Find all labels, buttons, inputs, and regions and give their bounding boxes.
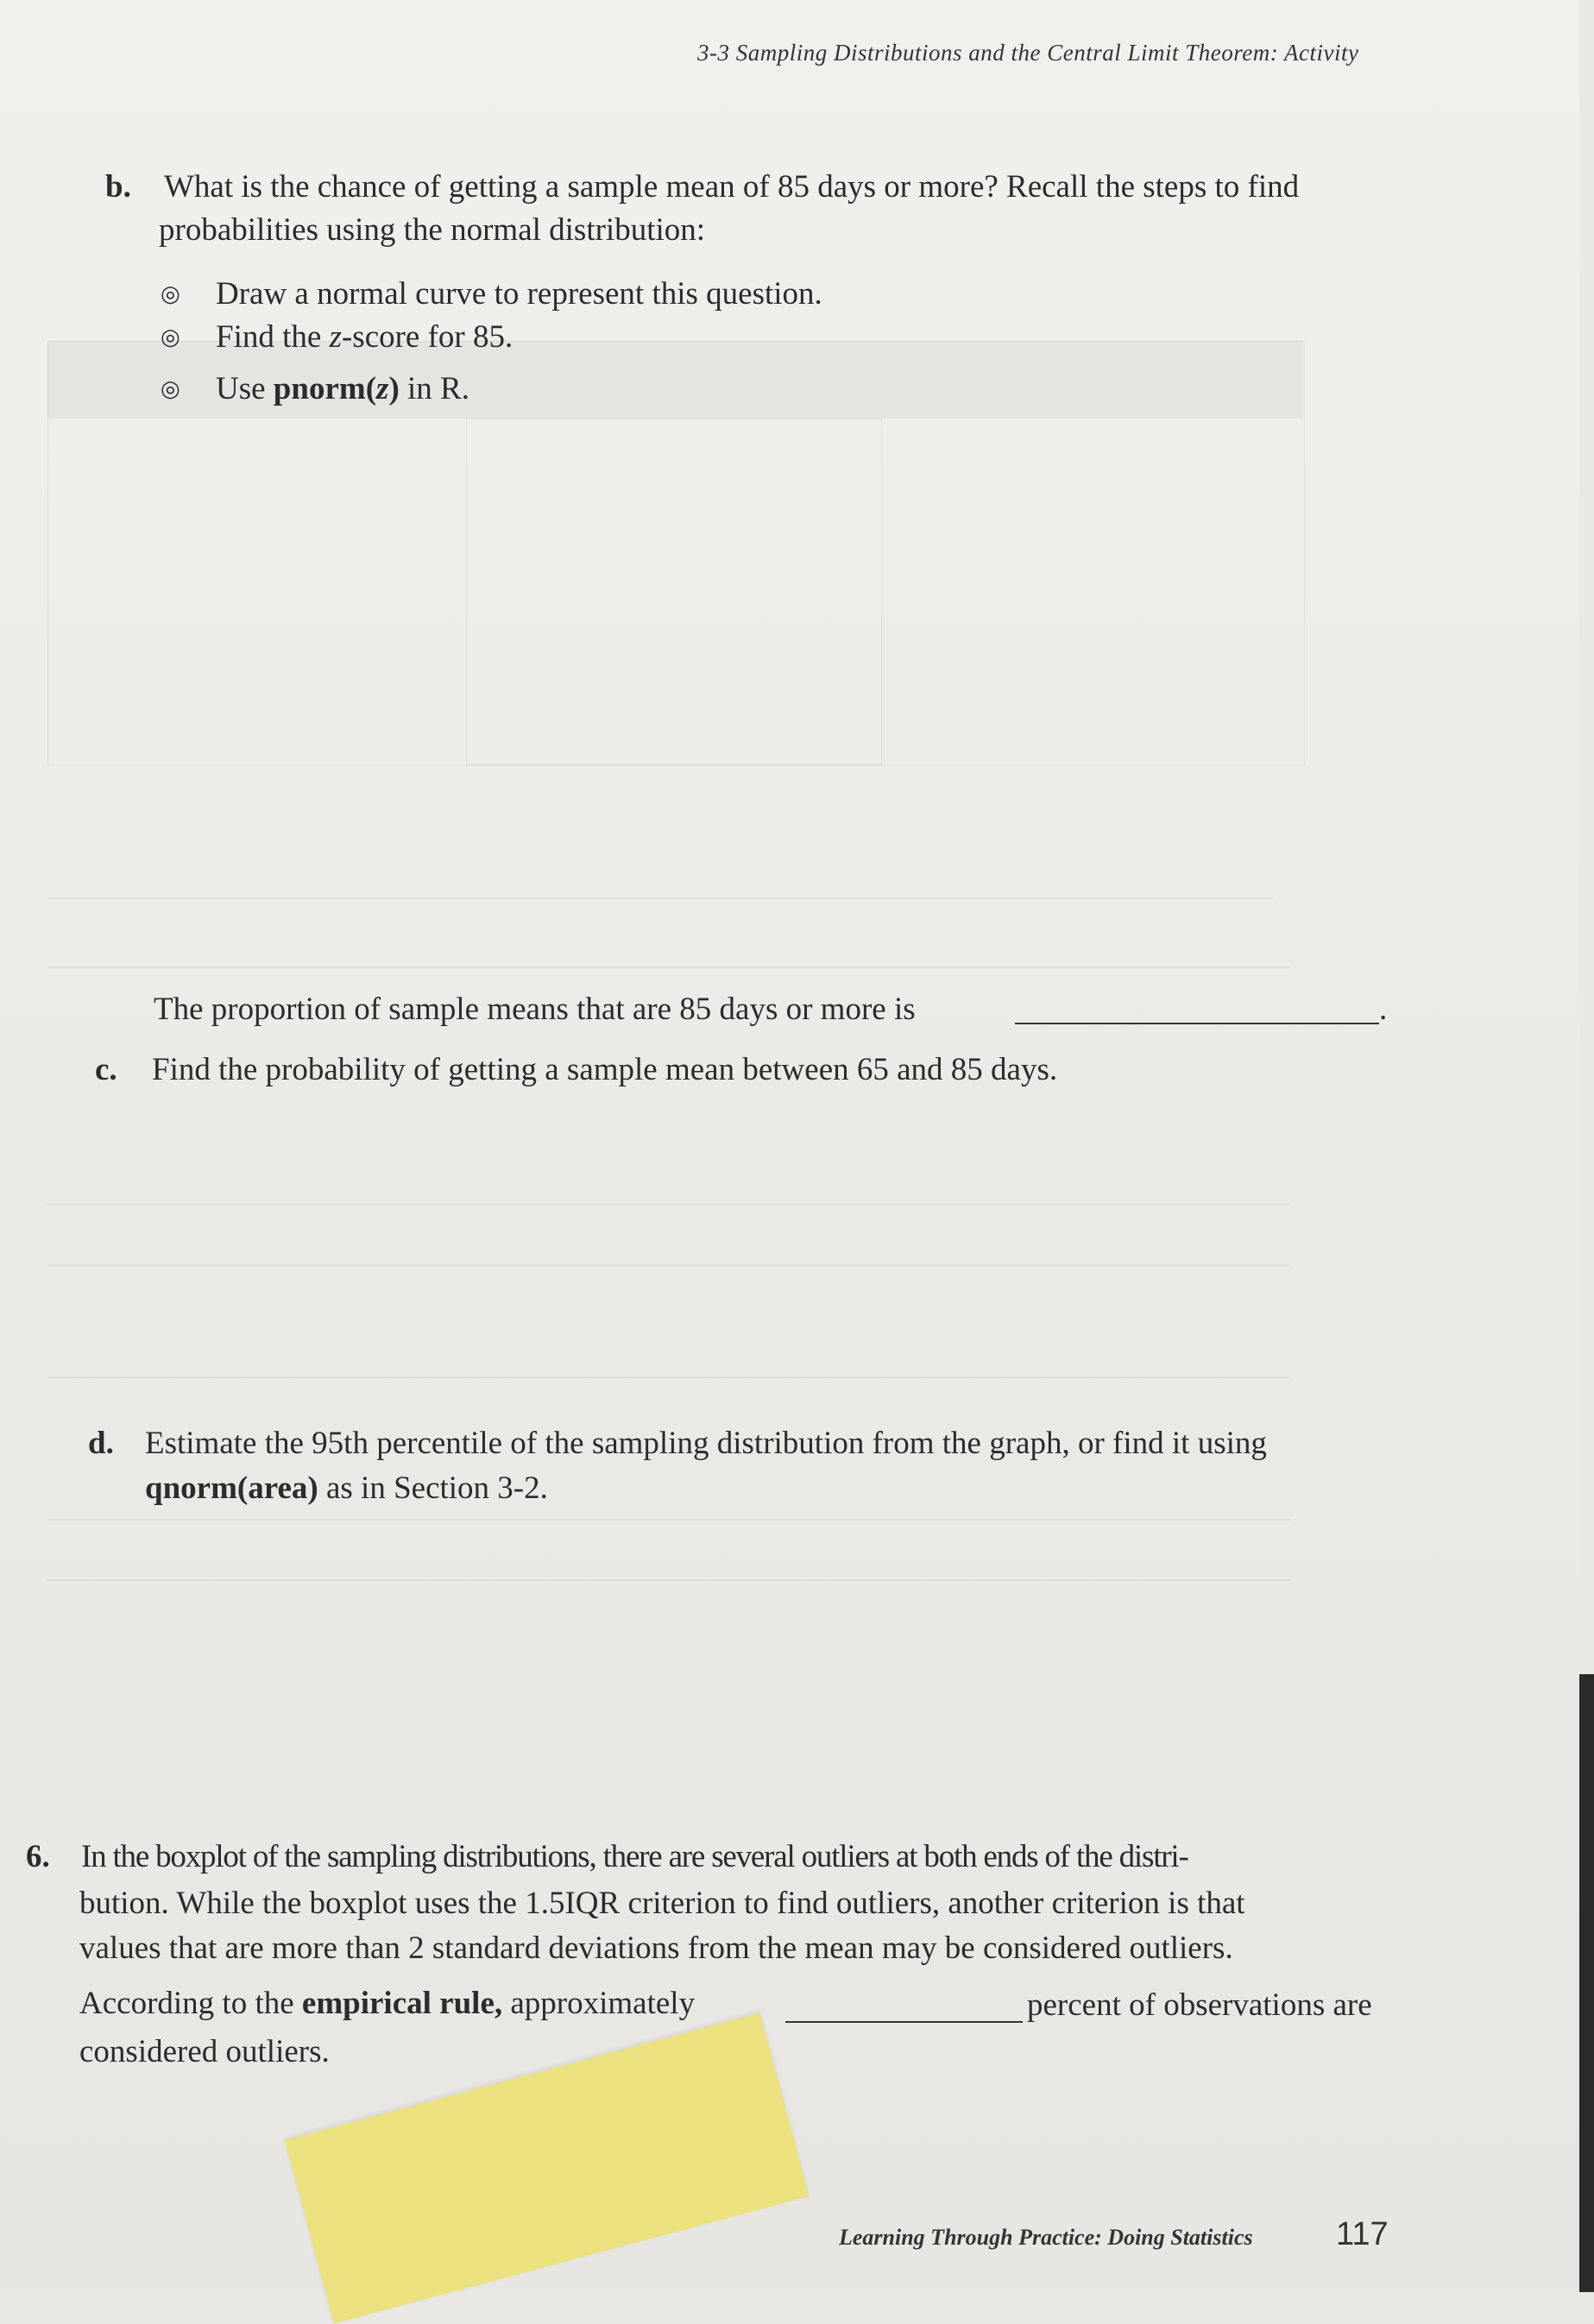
answer-prompt: The proportion of sample means that are 85 days or more is (154, 992, 916, 1027)
question-d-line1: Estimate the 95th percentile of the sampling distribution from the graph, or find it using (145, 1426, 1267, 1461)
bleed-through-line (47, 897, 1273, 899)
question-6-line4-start: According to the empirical rule, approximately (79, 1986, 696, 2021)
bleed-through-line (47, 1264, 1290, 1266)
page-edge-shadow (1579, 1674, 1594, 2292)
bullet-text: Find the z-score for 85. (216, 319, 513, 355)
question-6-label: 6. (26, 1839, 50, 1874)
question-6-line3: values that are more than 2 standard deviations from the mean may be considered outliers. (79, 1930, 1233, 1966)
bleed-through-line (47, 1204, 1290, 1206)
footer-book-title: Learning Through Practice: Doing Statistics (839, 2225, 1253, 2250)
question-c-label: c. (95, 1052, 117, 1087)
question-6-line4-end: percent of observations are (1027, 1987, 1372, 2023)
answer-blank-b[interactable] (1015, 1023, 1379, 1024)
bullet-text: Draw a normal curve to represent this question. (216, 276, 822, 312)
page-number: 117 (1336, 2216, 1389, 2252)
answer-line-b (154, 988, 1414, 1031)
circle-bullet-icon: ◎ (161, 281, 180, 306)
question-b (105, 166, 1452, 252)
question-c-text: Find the probability of getting a sample mean between 65 and 85 days. (152, 1052, 1058, 1087)
bleed-through-column (466, 419, 882, 765)
bleed-through-line (47, 1376, 1290, 1378)
bleed-through-line (47, 967, 1290, 968)
question-b-line1: What is the chance of getting a sample mean of 85 days or more? Recall the steps to find (164, 169, 1300, 205)
bullet-text: Use pnorm(z) in R. (216, 371, 469, 406)
circle-bullet-icon: ◎ (161, 376, 180, 401)
question-c (95, 1049, 1389, 1092)
question-b-line2: probabilities using the normal distribution: (159, 212, 706, 248)
running-header: 3-3 Sampling Distributions and the Central Limit Theorem: Activity (697, 40, 1359, 66)
bullet-item (161, 368, 1196, 411)
answer-period: . (1379, 992, 1388, 1027)
question-d-label: d. (88, 1426, 114, 1461)
question-d-line2: qnorm(area) as in Section 3-2. (145, 1471, 548, 1506)
bullet-item (161, 316, 1196, 359)
answer-blank-6[interactable] (785, 2021, 1023, 2023)
bullet-item (161, 273, 1196, 316)
question-b-label: b. (105, 169, 131, 205)
circle-bullet-icon: ◎ (161, 324, 180, 350)
question-6-line2: bution. While the boxplot uses the 1.5IQR criterion to find outliers, another criterion is that (79, 1886, 1245, 1921)
bleed-through-line (47, 1579, 1290, 1581)
bleed-through-line (47, 1519, 1290, 1521)
question-d (88, 1422, 1417, 1508)
question-6-line1: In the boxplot of the sampling distributions, there are several outliers at both ends of the distri- (81, 1839, 1188, 1874)
question-6-line5: considered outliers. (79, 2034, 330, 2069)
